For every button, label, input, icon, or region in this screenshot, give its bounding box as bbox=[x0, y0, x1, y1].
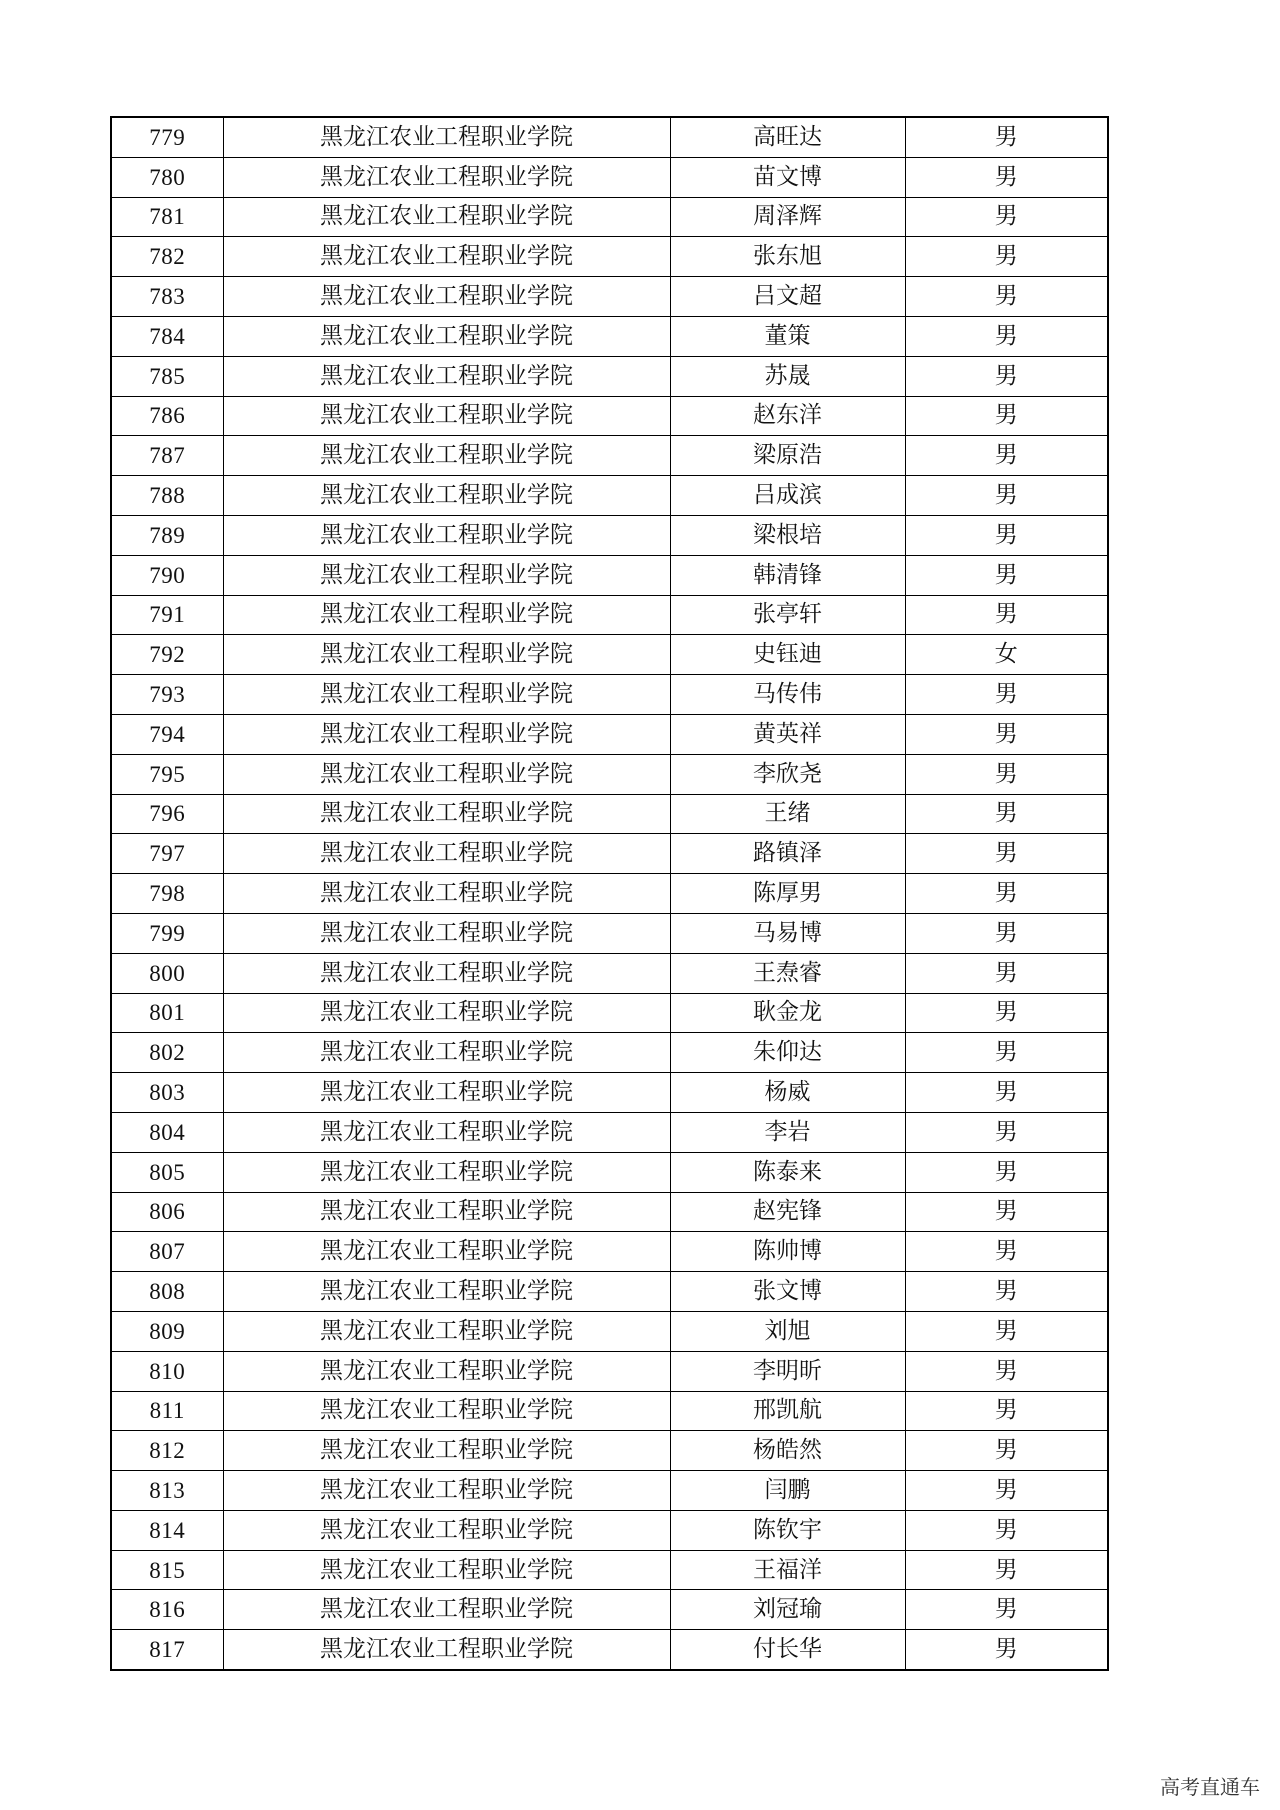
school-name: 黑龙江农业工程职业学院 bbox=[223, 1630, 670, 1670]
school-name: 黑龙江农业工程职业学院 bbox=[223, 635, 670, 675]
school-name: 黑龙江农业工程职业学院 bbox=[223, 356, 670, 396]
table-row bbox=[111, 714, 1108, 754]
student-gender: 男 bbox=[905, 117, 1108, 157]
row-number: 804 bbox=[111, 1112, 223, 1152]
row-number: 812 bbox=[111, 1431, 223, 1471]
student-name: 董策 bbox=[670, 316, 905, 356]
row-number: 780 bbox=[111, 157, 223, 197]
row-number: 799 bbox=[111, 913, 223, 953]
student-gender: 男 bbox=[905, 595, 1108, 635]
student-name: 王绪 bbox=[670, 794, 905, 834]
table-row bbox=[111, 1471, 1108, 1511]
student-name: 李欣尧 bbox=[670, 754, 905, 794]
row-number: 813 bbox=[111, 1471, 223, 1511]
student-gender: 男 bbox=[905, 197, 1108, 237]
student-name: 路镇泽 bbox=[670, 834, 905, 874]
student-name: 马传伟 bbox=[670, 675, 905, 715]
row-number: 805 bbox=[111, 1152, 223, 1192]
student-gender: 男 bbox=[905, 476, 1108, 516]
row-number: 786 bbox=[111, 396, 223, 436]
student-gender: 男 bbox=[905, 277, 1108, 317]
school-name: 黑龙江农业工程职业学院 bbox=[223, 1232, 670, 1272]
student-name: 黄英祥 bbox=[670, 714, 905, 754]
row-number: 785 bbox=[111, 356, 223, 396]
student-gender: 男 bbox=[905, 1510, 1108, 1550]
row-number: 791 bbox=[111, 595, 223, 635]
school-name: 黑龙江农业工程职业学院 bbox=[223, 595, 670, 635]
student-gender: 男 bbox=[905, 993, 1108, 1033]
school-name: 黑龙江农业工程职业学院 bbox=[223, 157, 670, 197]
student-roster-table bbox=[110, 116, 1109, 1671]
student-gender: 男 bbox=[905, 1033, 1108, 1073]
school-name: 黑龙江农业工程职业学院 bbox=[223, 1471, 670, 1511]
school-name: 黑龙江农业工程职业学院 bbox=[223, 1033, 670, 1073]
row-number: 808 bbox=[111, 1272, 223, 1312]
student-name: 杨皓然 bbox=[670, 1431, 905, 1471]
row-number: 787 bbox=[111, 436, 223, 476]
roster-body bbox=[111, 117, 1108, 1670]
school-name: 黑龙江农业工程职业学院 bbox=[223, 1510, 670, 1550]
row-number: 809 bbox=[111, 1311, 223, 1351]
row-number: 790 bbox=[111, 555, 223, 595]
school-name: 黑龙江农业工程职业学院 bbox=[223, 555, 670, 595]
student-gender: 男 bbox=[905, 874, 1108, 914]
table-row bbox=[111, 874, 1108, 914]
student-gender: 男 bbox=[905, 1272, 1108, 1312]
school-name: 黑龙江农业工程职业学院 bbox=[223, 117, 670, 157]
school-name: 黑龙江农业工程职业学院 bbox=[223, 1272, 670, 1312]
student-gender: 男 bbox=[905, 1391, 1108, 1431]
table-row bbox=[111, 1073, 1108, 1113]
table-row bbox=[111, 1510, 1108, 1550]
student-name: 赵东洋 bbox=[670, 396, 905, 436]
row-number: 797 bbox=[111, 834, 223, 874]
school-name: 黑龙江农业工程职业学院 bbox=[223, 1590, 670, 1630]
student-name: 苗文博 bbox=[670, 157, 905, 197]
table-row bbox=[111, 675, 1108, 715]
student-gender: 男 bbox=[905, 1073, 1108, 1113]
row-number: 783 bbox=[111, 277, 223, 317]
school-name: 黑龙江农业工程职业学院 bbox=[223, 515, 670, 555]
school-name: 黑龙江农业工程职业学院 bbox=[223, 913, 670, 953]
student-name: 刘旭 bbox=[670, 1311, 905, 1351]
school-name: 黑龙江农业工程职业学院 bbox=[223, 714, 670, 754]
student-name: 吕成滨 bbox=[670, 476, 905, 516]
row-number: 784 bbox=[111, 316, 223, 356]
school-name: 黑龙江农业工程职业学院 bbox=[223, 794, 670, 834]
row-number: 789 bbox=[111, 515, 223, 555]
student-gender: 男 bbox=[905, 237, 1108, 277]
student-name: 邢凯航 bbox=[670, 1391, 905, 1431]
row-number: 806 bbox=[111, 1192, 223, 1232]
student-name: 李岩 bbox=[670, 1112, 905, 1152]
student-name: 苏晟 bbox=[670, 356, 905, 396]
table-row bbox=[111, 1152, 1108, 1192]
student-gender: 男 bbox=[905, 754, 1108, 794]
row-number: 795 bbox=[111, 754, 223, 794]
row-number: 794 bbox=[111, 714, 223, 754]
student-gender: 女 bbox=[905, 635, 1108, 675]
school-name: 黑龙江农业工程职业学院 bbox=[223, 197, 670, 237]
table-row bbox=[111, 157, 1108, 197]
school-name: 黑龙江农业工程职业学院 bbox=[223, 874, 670, 914]
table-row bbox=[111, 515, 1108, 555]
table-row bbox=[111, 754, 1108, 794]
school-name: 黑龙江农业工程职业学院 bbox=[223, 1311, 670, 1351]
student-gender: 男 bbox=[905, 1590, 1108, 1630]
student-name: 陈钦宇 bbox=[670, 1510, 905, 1550]
table-row bbox=[111, 1590, 1108, 1630]
table-row bbox=[111, 396, 1108, 436]
student-name: 王福洋 bbox=[670, 1550, 905, 1590]
school-name: 黑龙江农业工程职业学院 bbox=[223, 237, 670, 277]
table-row bbox=[111, 197, 1108, 237]
table-row bbox=[111, 1391, 1108, 1431]
row-number: 782 bbox=[111, 237, 223, 277]
student-name: 张东旭 bbox=[670, 237, 905, 277]
row-number: 802 bbox=[111, 1033, 223, 1073]
school-name: 黑龙江农业工程职业学院 bbox=[223, 675, 670, 715]
student-gender: 男 bbox=[905, 834, 1108, 874]
row-number: 815 bbox=[111, 1550, 223, 1590]
school-name: 黑龙江农业工程职业学院 bbox=[223, 436, 670, 476]
school-name: 黑龙江农业工程职业学院 bbox=[223, 1152, 670, 1192]
school-name: 黑龙江农业工程职业学院 bbox=[223, 1192, 670, 1232]
student-gender: 男 bbox=[905, 675, 1108, 715]
student-name: 李明昕 bbox=[670, 1351, 905, 1391]
student-gender: 男 bbox=[905, 1112, 1108, 1152]
student-name: 吕文超 bbox=[670, 277, 905, 317]
table-row bbox=[111, 1351, 1108, 1391]
table-row bbox=[111, 834, 1108, 874]
student-name: 史钰迪 bbox=[670, 635, 905, 675]
row-number: 803 bbox=[111, 1073, 223, 1113]
student-name: 韩清锋 bbox=[670, 555, 905, 595]
school-name: 黑龙江农业工程职业学院 bbox=[223, 476, 670, 516]
table-row bbox=[111, 1272, 1108, 1312]
table-row bbox=[111, 1232, 1108, 1272]
table-row bbox=[111, 1192, 1108, 1232]
student-gender: 男 bbox=[905, 1232, 1108, 1272]
row-number: 788 bbox=[111, 476, 223, 516]
table-row bbox=[111, 635, 1108, 675]
row-number: 781 bbox=[111, 197, 223, 237]
row-number: 801 bbox=[111, 993, 223, 1033]
watermark-text: 高考直通车 bbox=[1160, 1775, 1260, 1799]
row-number: 779 bbox=[111, 117, 223, 157]
student-name: 陈厚男 bbox=[670, 874, 905, 914]
student-gender: 男 bbox=[905, 1630, 1108, 1670]
row-number: 798 bbox=[111, 874, 223, 914]
school-name: 黑龙江农业工程职业学院 bbox=[223, 316, 670, 356]
student-gender: 男 bbox=[905, 157, 1108, 197]
student-gender: 男 bbox=[905, 913, 1108, 953]
student-gender: 男 bbox=[905, 714, 1108, 754]
student-gender: 男 bbox=[905, 1550, 1108, 1590]
student-gender: 男 bbox=[905, 794, 1108, 834]
student-name: 张亭轩 bbox=[670, 595, 905, 635]
row-number: 792 bbox=[111, 635, 223, 675]
row-number: 810 bbox=[111, 1351, 223, 1391]
row-number: 816 bbox=[111, 1590, 223, 1630]
school-name: 黑龙江农业工程职业学院 bbox=[223, 1391, 670, 1431]
student-name: 高旺达 bbox=[670, 117, 905, 157]
student-name: 杨威 bbox=[670, 1073, 905, 1113]
row-number: 814 bbox=[111, 1510, 223, 1550]
school-name: 黑龙江农业工程职业学院 bbox=[223, 1550, 670, 1590]
table-row bbox=[111, 277, 1108, 317]
table-row bbox=[111, 1311, 1108, 1351]
school-name: 黑龙江农业工程职业学院 bbox=[223, 1073, 670, 1113]
school-name: 黑龙江农业工程职业学院 bbox=[223, 1431, 670, 1471]
table-row bbox=[111, 356, 1108, 396]
student-name: 赵宪锋 bbox=[670, 1192, 905, 1232]
school-name: 黑龙江农业工程职业学院 bbox=[223, 993, 670, 1033]
school-name: 黑龙江农业工程职业学院 bbox=[223, 754, 670, 794]
student-gender: 男 bbox=[905, 1311, 1108, 1351]
school-name: 黑龙江农业工程职业学院 bbox=[223, 1112, 670, 1152]
student-name: 梁根培 bbox=[670, 515, 905, 555]
student-gender: 男 bbox=[905, 316, 1108, 356]
student-gender: 男 bbox=[905, 396, 1108, 436]
student-gender: 男 bbox=[905, 1351, 1108, 1391]
student-gender: 男 bbox=[905, 1431, 1108, 1471]
student-name: 朱仰达 bbox=[670, 1033, 905, 1073]
row-number: 811 bbox=[111, 1391, 223, 1431]
student-name: 梁原浩 bbox=[670, 436, 905, 476]
table-row bbox=[111, 1033, 1108, 1073]
table-row bbox=[111, 1112, 1108, 1152]
school-name: 黑龙江农业工程职业学院 bbox=[223, 834, 670, 874]
table-row bbox=[111, 555, 1108, 595]
student-gender: 男 bbox=[905, 1471, 1108, 1511]
student-name: 闫鹏 bbox=[670, 1471, 905, 1511]
student-name: 陈帅博 bbox=[670, 1232, 905, 1272]
school-name: 黑龙江农业工程职业学院 bbox=[223, 953, 670, 993]
school-name: 黑龙江农业工程职业学院 bbox=[223, 396, 670, 436]
table-row bbox=[111, 476, 1108, 516]
student-gender: 男 bbox=[905, 953, 1108, 993]
row-number: 793 bbox=[111, 675, 223, 715]
row-number: 817 bbox=[111, 1630, 223, 1670]
student-gender: 男 bbox=[905, 555, 1108, 595]
row-number: 807 bbox=[111, 1232, 223, 1272]
student-name: 王焘睿 bbox=[670, 953, 905, 993]
student-gender: 男 bbox=[905, 1192, 1108, 1232]
student-name: 张文博 bbox=[670, 1272, 905, 1312]
table-row bbox=[111, 436, 1108, 476]
table-row bbox=[111, 794, 1108, 834]
row-number: 796 bbox=[111, 794, 223, 834]
table-row bbox=[111, 595, 1108, 635]
student-name: 马易博 bbox=[670, 913, 905, 953]
table-row bbox=[111, 1630, 1108, 1670]
student-name: 陈泰来 bbox=[670, 1152, 905, 1192]
student-gender: 男 bbox=[905, 515, 1108, 555]
student-gender: 男 bbox=[905, 356, 1108, 396]
table-row bbox=[111, 237, 1108, 277]
student-name: 周泽辉 bbox=[670, 197, 905, 237]
table-row bbox=[111, 1550, 1108, 1590]
table-row bbox=[111, 1431, 1108, 1471]
row-number: 800 bbox=[111, 953, 223, 993]
school-name: 黑龙江农业工程职业学院 bbox=[223, 277, 670, 317]
table-row bbox=[111, 117, 1108, 157]
table-row bbox=[111, 316, 1108, 356]
table-row bbox=[111, 953, 1108, 993]
student-name: 耿金龙 bbox=[670, 993, 905, 1033]
table-row bbox=[111, 993, 1108, 1033]
student-gender: 男 bbox=[905, 1152, 1108, 1192]
student-name: 付长华 bbox=[670, 1630, 905, 1670]
student-name: 刘冠瑜 bbox=[670, 1590, 905, 1630]
school-name: 黑龙江农业工程职业学院 bbox=[223, 1351, 670, 1391]
student-gender: 男 bbox=[905, 436, 1108, 476]
table-row bbox=[111, 913, 1108, 953]
